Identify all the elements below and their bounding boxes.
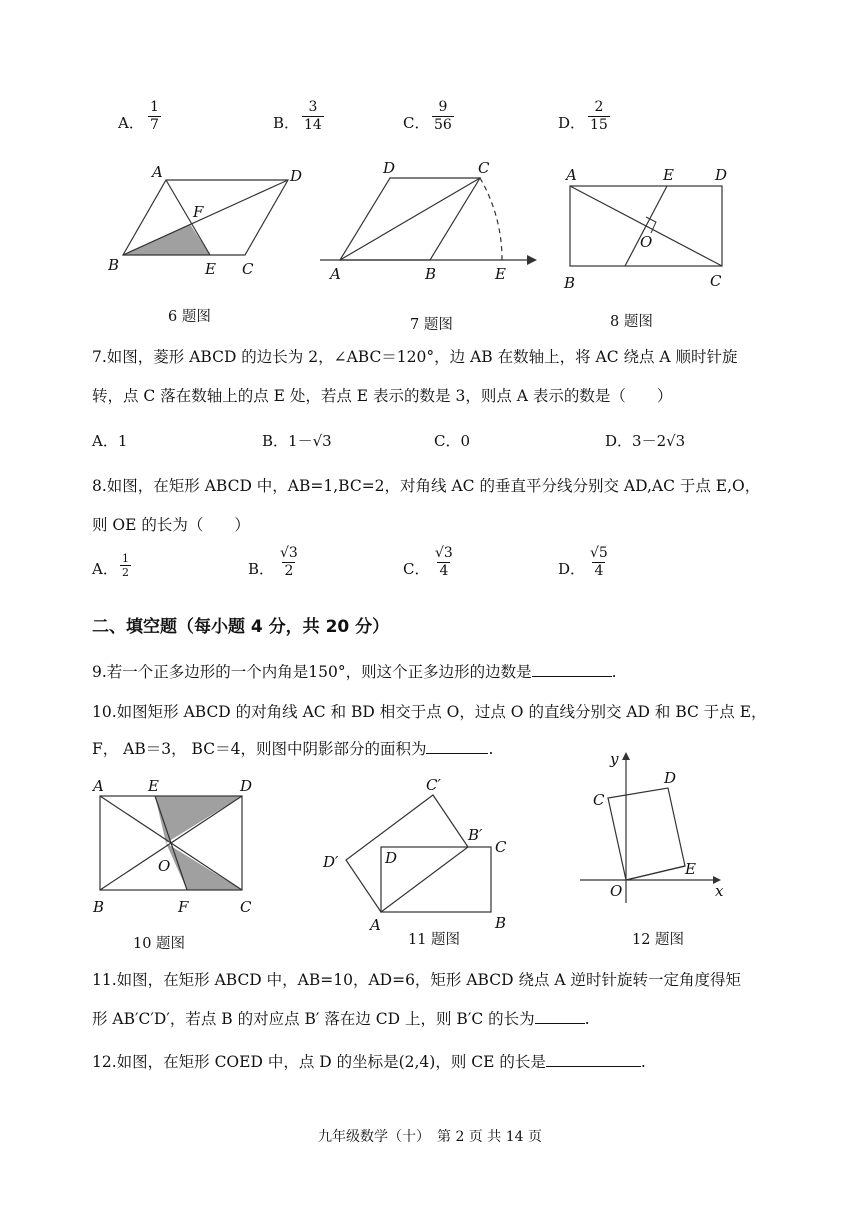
q6-option-d: D． (558, 114, 586, 132)
fig11-rectangle-rotated (346, 795, 468, 912)
q8-option-a-fraction: $\frac{1}{2}$ (122, 552, 129, 579)
fig10-label-b: B (93, 898, 105, 916)
figure-11 (318, 770, 518, 934)
fig11-caption: 11 题图 (408, 932, 461, 948)
page-footer: 九年级数学（十） 第 2 页 共 14 页 (318, 1129, 542, 1145)
fig12-label-o: O (610, 882, 623, 900)
fig6-label-b: B (108, 256, 120, 274)
q7-line-2: 转，点 C 落在数轴上的点 E 处，若点 E 表示的数是 3，则点 A 表示的数是（ ） (92, 387, 673, 405)
fig6-label-c: C (242, 260, 254, 278)
fig7-label-b: B (425, 265, 437, 283)
fig8-perpendicular-bisector (625, 186, 667, 266)
q6-option-b: B． (273, 114, 300, 132)
fig7-caption: 7 题图 (410, 317, 453, 333)
figure-8 (560, 160, 740, 295)
fig7-label-c: C (478, 159, 490, 177)
q11-line-2: 形 AB′C′D′，若点 B 的对应点 B′ 落在边 CD 上，则 B′C 的长为 . (92, 1010, 590, 1028)
q8-option-b-fraction: $\frac{√3}{2}$ (280, 545, 298, 579)
fig8-label-o: O (640, 233, 653, 251)
fig12-caption: 12 题图 (632, 932, 685, 948)
fig11-label-b-prime: B′ (468, 826, 483, 844)
fig6-label-f: F (193, 203, 204, 221)
q6-option-c: C． (403, 114, 430, 132)
q11-answer-blank[interactable] (535, 1023, 585, 1024)
fig11-label-c: C (495, 838, 507, 856)
fig11-label-b: B (495, 914, 507, 932)
q9-text: 9.若一个正多边形的一个内角是150°，则这个正多边形的边数是 . (92, 663, 617, 681)
fig8-label-b: B (564, 274, 576, 292)
fig10-label-f: F (178, 898, 189, 916)
fig12-label-y: y (610, 750, 619, 768)
fig10-label-o: O (158, 857, 171, 875)
fig12-y-arrowhead (622, 752, 630, 760)
fig11-label-c-prime: C′ (426, 776, 441, 794)
q6-option-a-fraction: $\frac{1}{7}$ (150, 99, 159, 133)
fig10-label-c: C (240, 898, 252, 916)
q8-option-d: D． (558, 560, 586, 578)
q8-option-b: B． (248, 560, 275, 578)
fig7-label-e: E (495, 265, 506, 283)
q12-text: 12.如图，在矩形 COED 中，点 D 的坐标是(2,4)，则 CE 的长是 . (92, 1053, 646, 1071)
fig10-label-e: E (148, 777, 159, 795)
figure-6 (100, 160, 310, 280)
q11-line-1: 11.如图，在矩形 ABCD 中，AB=10，AD=6，矩形 ABCD 绕点 A 逆时针旋转一定角度得矩 (92, 971, 741, 989)
fig12-label-c: C (593, 791, 605, 809)
fig6-shaded-triangle (123, 224, 210, 255)
figure-12 (575, 748, 745, 908)
q7-line-1: 7.如图，菱形 ABCD 的边长为 2，∠ABC＝120°，边 AB 在数轴上，将 AC 绕点 A 顺时针旋 (92, 348, 738, 366)
fig6-label-d: D (290, 167, 303, 185)
q8-line-2: 则 OE 的长为（ ） (92, 516, 250, 534)
q6-option-a: A． (118, 114, 144, 132)
fig8-label-d: D (715, 166, 728, 184)
fig11-rectangle-abcd (381, 847, 491, 912)
q7-option-b: B．1－√3 (262, 432, 332, 450)
fig12-label-d: D (664, 769, 677, 787)
q6-option-c-fraction: $\frac{9}{56}$ (434, 99, 452, 133)
fig12-segment-oe (626, 866, 685, 880)
fig11-label-d-prime: D′ (323, 853, 339, 871)
q10-line-2: F， AB＝3， BC＝4，则图中阴影部分的面积为 . (92, 740, 494, 758)
fig7-diagonal-ac (340, 178, 480, 260)
fig8-label-c: C (710, 272, 722, 290)
q10-line-1: 10.如图矩形 ABCD 的对角线 AC 和 BD 相交于点 O，过点 O 的直线分别交 AD 和 BC 于点 E， (92, 703, 767, 721)
fig8-label-a: A (566, 166, 577, 184)
fig11-label-d: D (385, 849, 398, 867)
q8-option-d-fraction: $\frac{√5}{4}$ (590, 545, 608, 579)
fig7-arrowhead (527, 255, 537, 265)
fig10-label-a: A (93, 777, 104, 795)
q8-line-1: 8.如图，在矩形 ABCD 中，AB=1,BC=2，对角线 AC 的垂直平分线分别交 AD,AC 于点 E,O， (92, 477, 761, 495)
fig10-label-d: D (240, 777, 253, 795)
fig6-label-a: A (152, 163, 163, 181)
fig12-label-x: x (715, 882, 724, 900)
fig7-label-a: A (330, 265, 341, 283)
q8-option-c-fraction: $\frac{√3}{4}$ (435, 545, 453, 579)
q8-option-a: A． (92, 560, 118, 578)
fig8-label-e: E (663, 166, 674, 184)
figure-7 (315, 155, 540, 285)
q9-answer-blank[interactable] (532, 676, 612, 677)
fig6-diagonal-bd (123, 180, 288, 255)
fig6-label-e: E (205, 260, 216, 278)
fig7-label-d: D (383, 159, 396, 177)
q6-option-d-fraction: $\frac{2}{15}$ (590, 99, 608, 133)
fig12-rectangle-coed (608, 788, 685, 880)
q7-option-d: D．3－2√3 (605, 432, 686, 450)
q7-option-c: C．0 (434, 432, 471, 450)
fig6-caption: 6 题图 (168, 309, 211, 325)
fig11-label-a: A (370, 916, 381, 934)
q12-answer-blank[interactable] (546, 1066, 641, 1067)
section-2-heading: 二、填空题（每小题 4 分，共 20 分） (92, 617, 390, 637)
q11-prompt: 形 AB′C′D′，若点 B 的对应点 B′ 落在边 CD 上，则 B′C 的长为 (92, 1010, 535, 1028)
q8-option-c: C． (403, 560, 430, 578)
q12-prompt: 12.如图，在矩形 COED 中，点 D 的坐标是(2,4)，则 CE 的长是 (92, 1053, 546, 1071)
q9-prompt: 9.若一个正多边形的一个内角是150°，则这个正多边形的边数是 (92, 663, 532, 681)
fig10-caption: 10 题图 (133, 936, 186, 952)
fig12-label-e: E (685, 860, 696, 878)
q7-option-a: A．1 (92, 432, 128, 450)
q6-option-b-fraction: $\frac{3}{14}$ (304, 99, 322, 133)
q10-prompt: F， AB＝3， BC＝4，则图中阴影部分的面积为 (92, 740, 427, 758)
fig8-caption: 8 题图 (610, 314, 653, 330)
fig7-rotation-arc (480, 178, 502, 260)
figure-10 (90, 775, 265, 920)
q10-answer-blank[interactable] (426, 753, 488, 754)
